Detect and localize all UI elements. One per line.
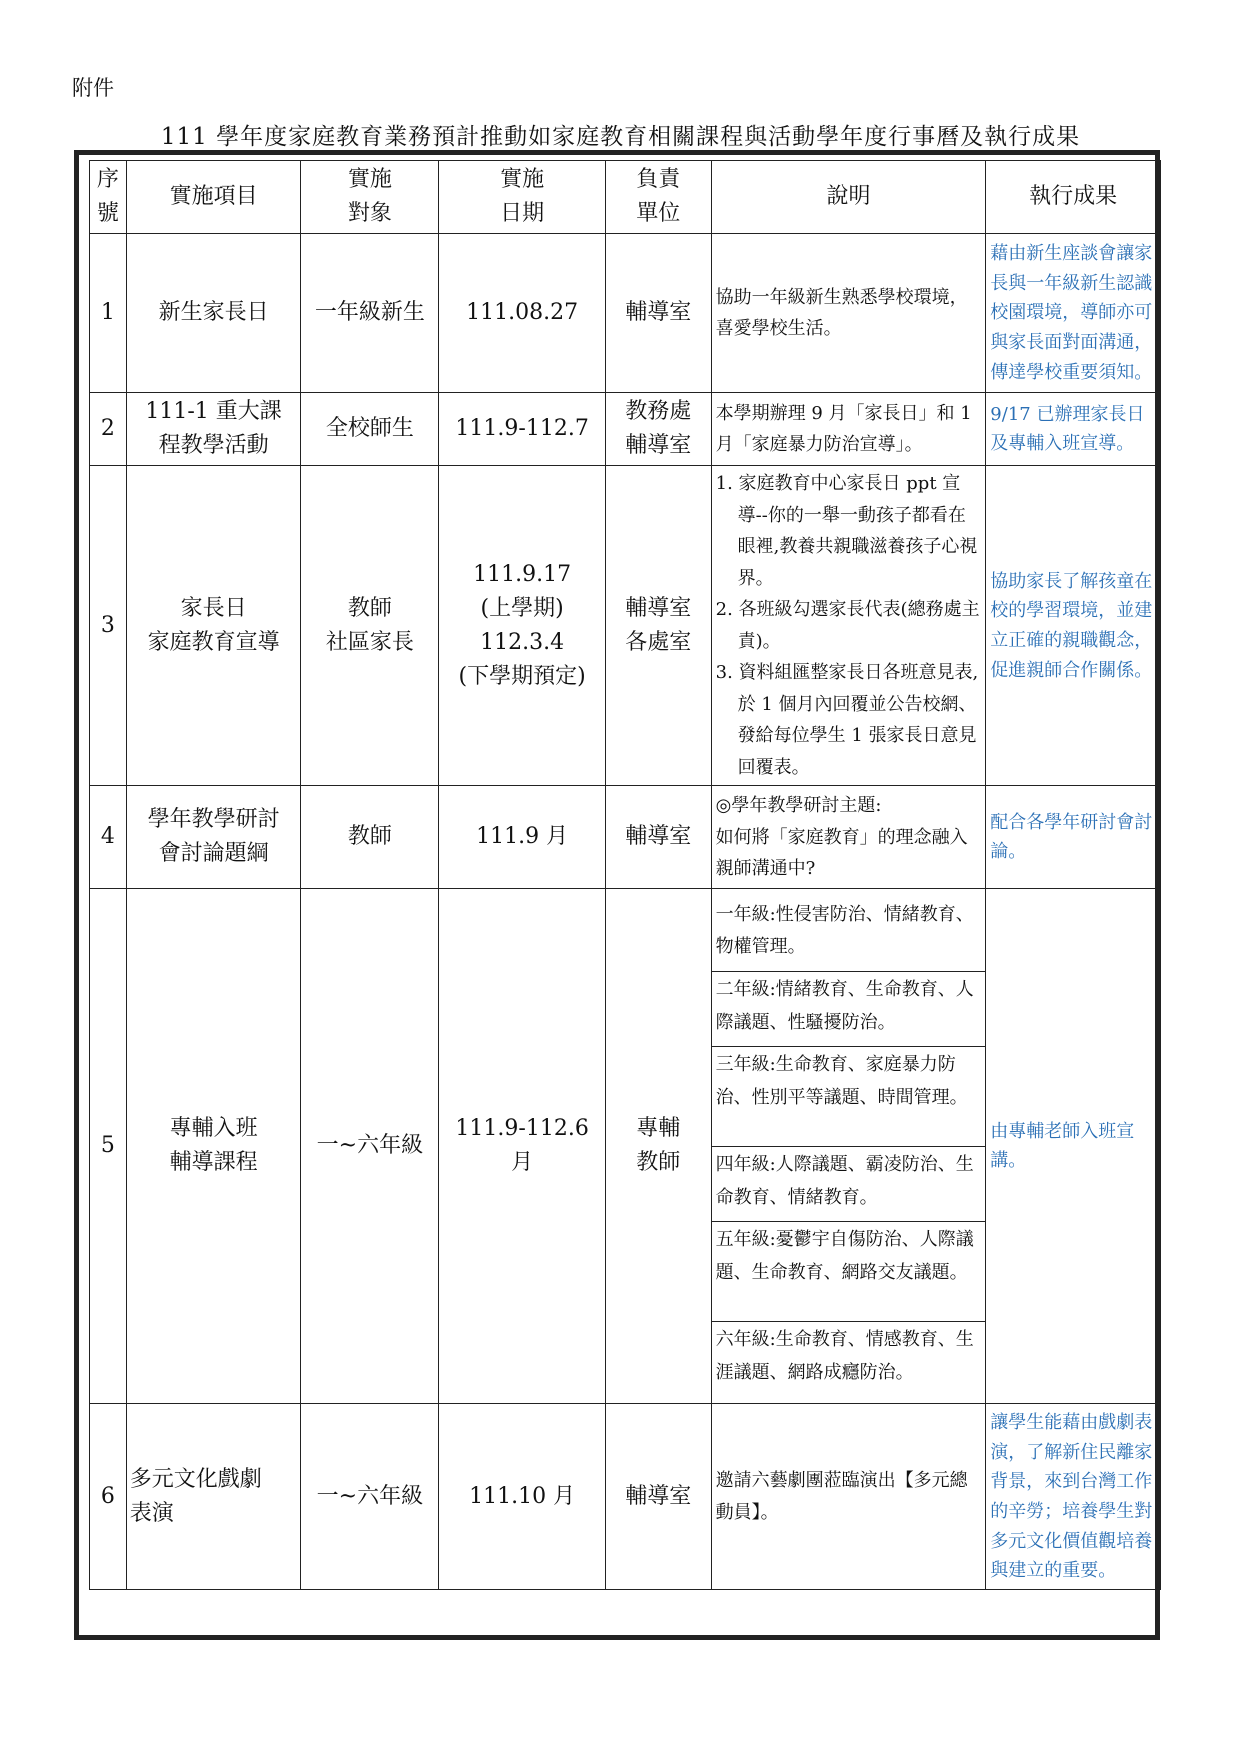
grade-topic: 五年級:憂鬱宇自傷防治、人際議題、生命教育、網路交友議題。 [712,1222,986,1322]
row-item: 家長日 家庭教育宣導 [126,466,301,786]
header-desc: 說明 [711,161,986,234]
row-item: 111-1 重大課 程教學活動 [126,393,301,466]
row-seq: 1 [90,234,127,393]
row-unit: 教務處 輔導室 [605,393,711,466]
row-seq: 3 [90,466,127,786]
table-row [90,234,1161,393]
header-result: 執行成果 [986,161,1161,234]
row-desc [711,889,986,1404]
row-result: 配合各學年研討會討論。 [986,786,1161,889]
desc-list [716,468,982,783]
list-item: 2. 各班級勾選家長代表(總務處主責)。 [715,599,980,652]
annex-label: 附件 [72,76,114,100]
row-desc: 邀請六藝劇團蒞臨演出【多元總動員】。 [711,1404,986,1590]
row-result: 由專輔老師入班宣講。 [986,889,1161,1404]
list-item: 1. 家庭教育中心家長日 ppt 宣導--你的一舉一動孩子都看在眼裡,教養共親職滋養孩子心視界。 [715,473,978,589]
row-desc: 協助一年級新生熟悉學校環境，喜愛學校生活。 [711,234,986,393]
table-row [90,1404,1161,1590]
row-target: 一~六年級 [301,1404,439,1590]
row-target: 教師 [301,786,439,889]
row-seq: 2 [90,393,127,466]
header-target: 實施 對象 [301,161,439,234]
row-target: 教師 社區家長 [301,466,439,786]
row-date: 111.9 月 [439,786,606,889]
grade-topic: 六年級:生命教育、情感教育、生涯議題、網路成癮防治。 [715,1329,974,1383]
row-result: 讓學生能藉由戲劇表演，了解新住民離家背景，來到台灣工作的辛勞；培養學生對多元文化價值觀培養與建立的重要。 [986,1404,1161,1590]
row-result: 藉由新生座談會讓家長與一年級新生認識校園環境，導師亦可與家長面對面溝通，傳達學校重要須知。 [986,234,1161,393]
row-date: 111.9.17 (上學期) 112.3.4 (下學期預定) [439,466,606,786]
row-desc [711,466,986,786]
row-date: 111.08.27 [439,234,606,393]
row-target: 一~六年級 [301,889,439,1404]
grade-topic: 四年級:人際議題、霸凌防治、生命教育、情緒教育。 [712,1147,986,1222]
table-row [90,393,1161,466]
row-seq: 4 [90,786,127,889]
document-title: 111 學年度家庭教育業務預計推動如家庭教育相關課程與活動學年度行事曆及執行成果 [160,124,1081,150]
row-target: 一年級新生 [301,234,439,393]
header-seq: 序 號 [90,161,127,234]
row-item: 學年教學研討 會討論題綱 [126,786,301,889]
row-desc: ◎學年教學研討主題: 如何將「家庭教育」的理念融入親師溝通中? [711,786,986,889]
table-row [90,786,1161,889]
row-result: 9/17 已辦理家長日及專輔入班宣導。 [986,393,1161,466]
row-seq: 6 [90,1404,127,1590]
row-date: 111.10 月 [439,1404,606,1590]
row-result: 協助家長了解孩童在校的學習環境，並建立正確的親職觀念，促進親師合作關係。 [986,466,1161,786]
row-unit: 輔導室 [605,786,711,889]
row-item: 專輔入班 輔導課程 [126,889,301,1404]
header-row [90,161,1161,234]
row-unit: 輔導室 [605,1404,711,1590]
grade-topic: 二年級:情緒教育、生命教育、人際議題、性騷擾防治。 [712,972,986,1047]
header-item: 實施項目 [126,161,301,234]
row-unit: 專輔 教師 [605,889,711,1404]
grade-topic: 一年級:性侵害防治、情緒教育、物權管理。 [712,897,986,972]
row-unit: 輔導室 [605,234,711,393]
row-desc: 本學期辦理 9 月「家長日」和 1 月「家庭暴力防治宣導」。 [711,393,986,466]
grade-topic: 三年級:生命教育、家庭暴力防治、性別平等議題、時間管理。 [712,1047,986,1147]
row-item: 新生家長日 [126,234,301,393]
table-row [90,889,1161,1404]
list-item: 3. 資料組匯整家長日各班意見表,於 1 個月內回覆並公告校網、發給每位學生 1 張家長日意見回覆表。 [715,662,979,778]
row-item: 多元文化戲劇 表演 [126,1404,301,1590]
grade-topics [712,897,986,1396]
schedule-table [89,160,1161,1590]
row-date: 111.9-112.6 月 [439,889,606,1404]
header-date: 實施 日期 [439,161,606,234]
row-date: 111.9-112.7 [439,393,606,466]
row-unit: 輔導室 各處室 [605,466,711,786]
table-row [90,466,1161,786]
row-target: 全校師生 [301,393,439,466]
header-unit: 負責 單位 [605,161,711,234]
row-seq: 5 [90,889,127,1404]
